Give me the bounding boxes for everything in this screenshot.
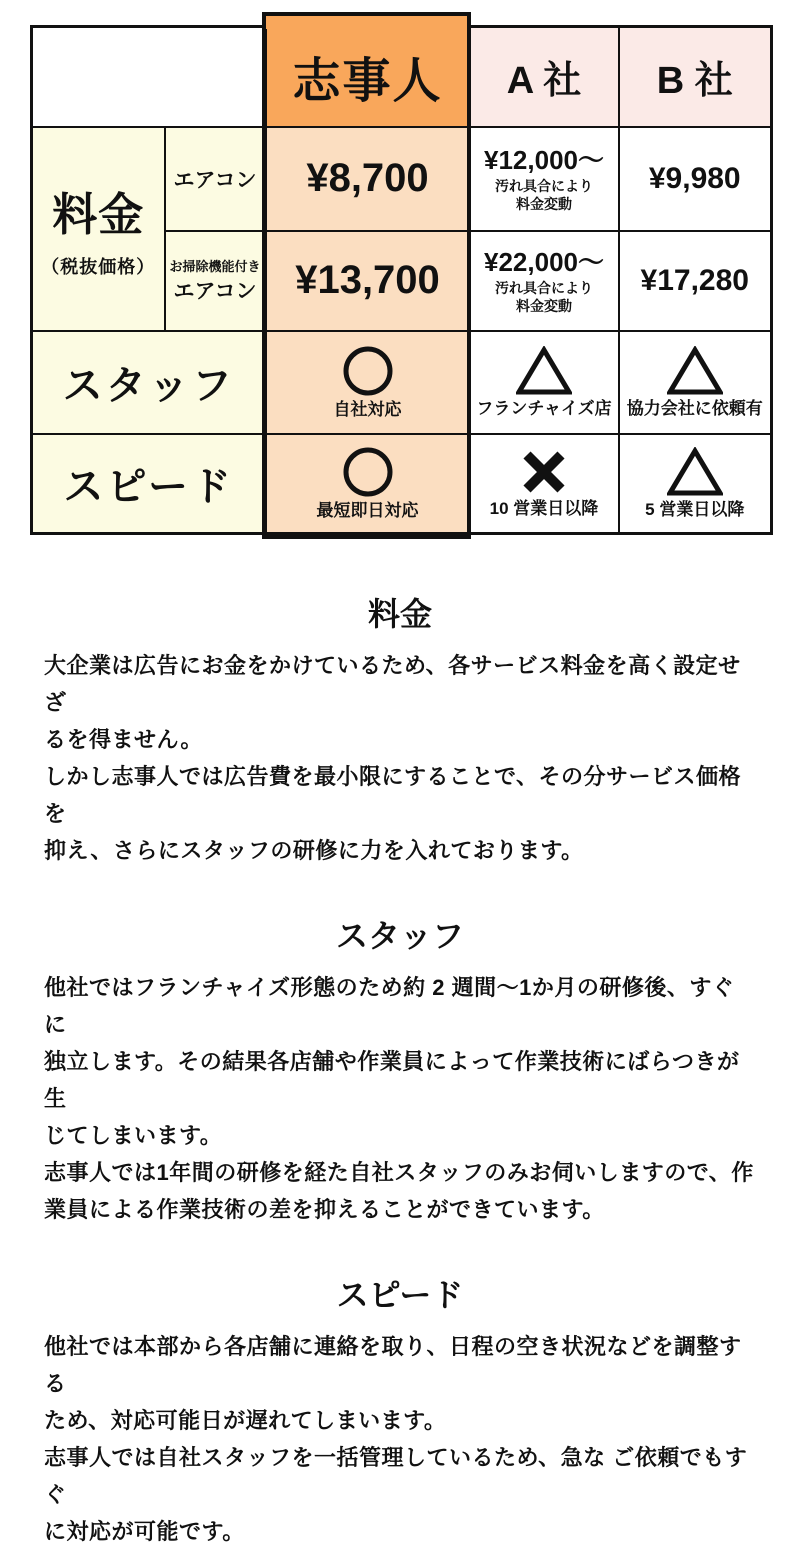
speed-ours-note: 最短即日対応 (316, 500, 419, 520)
staff-ours-note: 自社対応 (333, 399, 402, 419)
speed-ours-cell (266, 434, 470, 534)
staff-ours-cell (266, 331, 470, 434)
price-company-b-aircon: ¥9,980 (619, 127, 772, 231)
staff-company-a-cell (470, 331, 619, 434)
price-company-a-cleaning-aircon: ¥22,000～ 汚れ具合により 料金変動 (470, 231, 619, 331)
section-price (0, 589, 800, 869)
comparison-table (30, 25, 773, 535)
section-staff-body: 他社ではフランチャイズ形態のため約 2 週間～1か月の研修後、すぐに 独立します。その結果各店舗や作業員によって作業技術にばらつきが生 じてしまいます。 志事人では1年間の研修を経た自社スタッフのみお伺いしますので、作 業員による作業技術の差を抑えることができています。 (44, 975, 754, 1222)
staff-company-b-note: 協力会社に依頼有 (626, 398, 763, 418)
comparison-table-area (30, 12, 770, 539)
row-header-price (32, 127, 165, 331)
row-header-staff: スタッフ (32, 331, 266, 434)
price-category-sublabel: （税抜価格） (41, 257, 156, 277)
column-header-company-b: B 社 (619, 27, 772, 127)
staff-company-b-cell (619, 331, 772, 434)
circle-icon (342, 446, 394, 498)
price-company-b-cleaning-aircon: ¥17,280 (619, 231, 772, 331)
section-staff-title: スタッフ (335, 918, 464, 954)
price-ours-cleaning-aircon: ¥13,700 (266, 231, 470, 331)
triangle-icon (667, 346, 723, 396)
price-ours-aircon: ¥8,700 (266, 127, 470, 231)
corner-cell (32, 27, 266, 127)
speed-company-b-note: 5 営業日以降 (645, 499, 745, 519)
cross-icon (520, 448, 568, 496)
column-header-shijibito: 志事人 (266, 27, 470, 127)
section-speed-body: 他社では本部から各店舗に連絡を取り、日程の空き状況などを調整する ため、対応可能日が遅れてしまいます。 志事人では自社スタッフを一括管理しているため、急な ご依頼でもすぐ に対応が可能です。 (44, 1334, 748, 1544)
section-price-title: 料金 (367, 596, 432, 632)
column-header-company-a: A 社 (470, 27, 619, 127)
staff-company-a-note: フランチャイズ店 (476, 398, 612, 418)
section-staff (0, 911, 800, 1228)
speed-company-b-cell (619, 434, 772, 534)
triangle-icon (667, 447, 723, 497)
speed-company-a-cell (470, 434, 619, 534)
item-label-aircon: エアコン (165, 127, 266, 231)
section-price-body: 大企業は広告にお金をかけているため、各サービス料金を高く設定せざ るを得ません。 しかし志事人では広告費を最小限にすることで、その分サービス価格を 抑え、さらにスタッフの研修に力を入れております。 (44, 653, 742, 863)
section-speed (0, 1270, 800, 1550)
triangle-icon (516, 346, 572, 396)
price-company-a-aircon: ¥12,000～ 汚れ具合により 料金変動 (470, 127, 619, 231)
item-label-cleaning-aircon: お掃除機能付き エアコン (165, 231, 266, 331)
circle-icon (342, 345, 394, 397)
section-speed-title: スピード (336, 1277, 464, 1313)
description-sections (0, 589, 800, 1550)
row-header-speed: スピード (32, 434, 266, 534)
ours-column-tab-fill (266, 16, 467, 29)
price-category-label: 料金 (52, 189, 145, 240)
speed-company-a-note: 10 営業日以降 (489, 498, 599, 518)
